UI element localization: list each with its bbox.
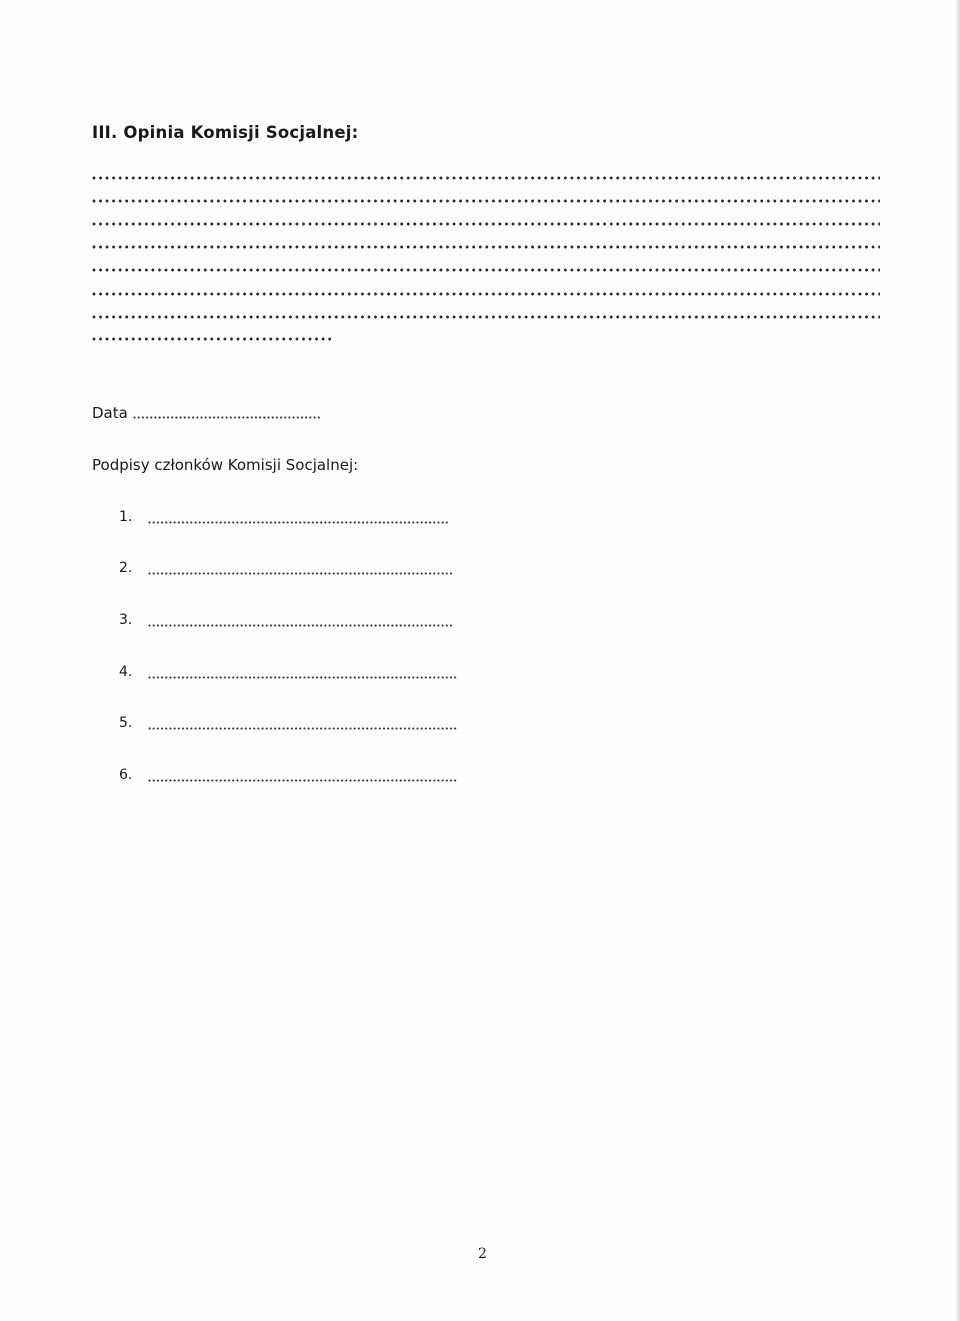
signature-row-3 [119, 612, 479, 634]
opinion-line-7 [92, 315, 880, 319]
signature-line [148, 521, 448, 524]
signature-row-5 [119, 715, 479, 737]
signature-number: 1. [119, 509, 133, 525]
signature-line [148, 779, 458, 782]
signature-number: 4. [119, 664, 133, 680]
signature-line [148, 676, 458, 679]
date-label: Data [92, 404, 128, 422]
signature-line [148, 572, 454, 575]
signature-number: 2. [119, 560, 133, 576]
date-field-line [133, 416, 321, 419]
opinion-line-1 [92, 176, 880, 180]
page-edge-shadow [956, 0, 960, 1321]
page-number: 2 [478, 1246, 487, 1262]
signature-row-6 [119, 767, 479, 789]
signature-row-4 [119, 664, 479, 686]
opinion-line-5 [92, 268, 880, 272]
signature-line [148, 727, 458, 730]
signature-row-1 [119, 509, 479, 531]
signature-number: 6. [119, 767, 133, 783]
opinion-line-4 [92, 245, 880, 249]
section-heading: III. Opinia Komisji Socjalnej: [92, 123, 359, 142]
opinion-line-3 [92, 222, 880, 226]
signatures-label: Podpisy członków Komisji Socjalnej: [92, 456, 359, 474]
signature-line [148, 624, 454, 627]
opinion-line-8 [92, 337, 334, 341]
signature-row-2 [119, 560, 479, 582]
signature-number: 3. [119, 612, 133, 628]
opinion-line-6 [92, 292, 880, 296]
signature-number: 5. [119, 715, 133, 731]
opinion-line-2 [92, 199, 880, 203]
